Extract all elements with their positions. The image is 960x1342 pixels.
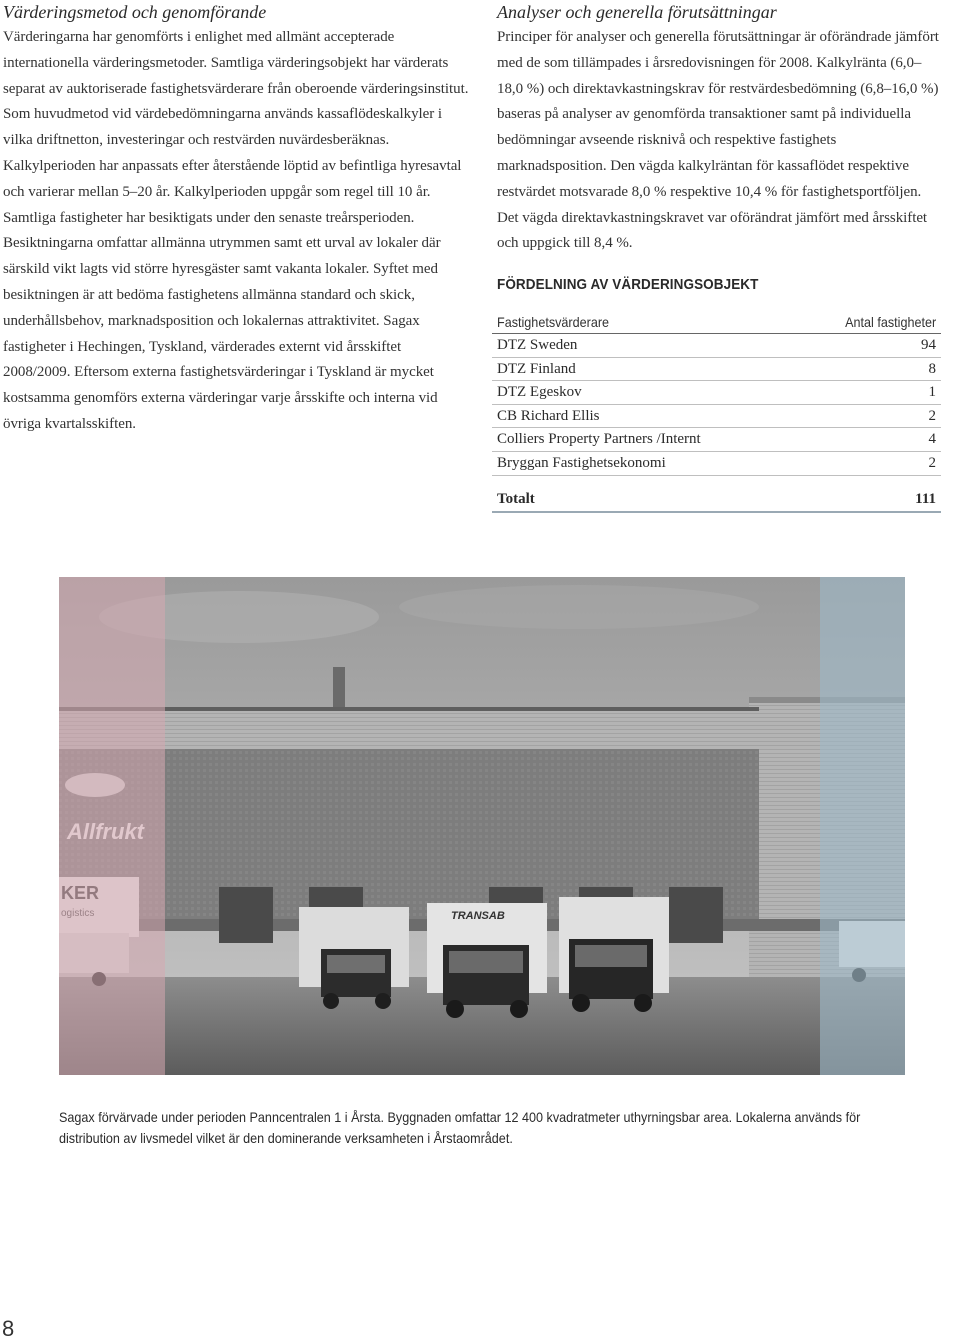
analyses-paragraph: Principer för analyser och generella förutsättningar är oförändrade jämfört med de som tillämpades i årsredovisningen för 2008. Kalkylränta (6,0–18,0 %) och direktavkastningskrav för restvärdesbedömning (6,8–16,0 %) baseras på analyser av genomförda transaktioner samt på individuella bedömningar avseende risknivå och respektive fastighets marknadsposition. Den vägda kalkylräntan för kassaflödet respektive restvärdet motsvarade 8,0 % respektive 10,4 % för fastighetsportföljen. Det vägda direktavkastningskravet var oförändrat jämfört med årsskiftet och uppgick till 8,4 %.	[497, 29, 939, 252]
section-title-analyses: Analyser och generella förutsättningar	[497, 2, 777, 22]
table-header-valuer: Fastighetsvärderare	[497, 314, 610, 330]
table-row	[492, 452, 941, 476]
svg-text:TRANSAB: TRANSAB	[451, 910, 505, 922]
total-label: Totalt	[497, 490, 535, 507]
row-count: 2	[928, 407, 936, 424]
row-valuer: DTZ Finland	[497, 360, 576, 377]
table-row	[492, 358, 941, 382]
row-valuer: CB Richard Ellis	[497, 407, 600, 424]
valuation-method-paragraph: Värderingarna har genomförts i enlighet med allmänt accepterade internationella värderingsmetoder. Samtliga värderingsobjekt har värderats separat av auktoriserade fastighetsvärderare från oberoende värderingsinstitut. Som huvudmetod vid värdebedömningarna används kassaflödeskalkyler i vilka driftnetton, investeringar och restvärden nuvärdesberäknas. Kalkylperioden har anpassats efter återstående löptid av befintliga hyresavtal och varierar mellan 5–20 år. Kalkylperioden uppgår som regel till 10 år. Samtliga fastigheter har besiktigats under den senaste treårsperioden. Besiktningarna omfattar allmänna utrymmen samt ett urval av lokaler där särskild vikt lagts vid större hyresgäster samt vakanta lokaler. Syftet med besiktningen är att bedöma fastighetens allmänna standard och skick, underhållsbehov, marknadsposition och lokalernas attraktivitet. Sagax fastigheter i Hechingen, Tyskland, värderades externt vid årsskiftet 2008/2009. Eftersom externa fastighetsvärderingar i Tyskland är mycket kostsamma genomförs externa värderingar varje årsskifte och interna vid övriga kvartalsskiften.	[3, 29, 469, 432]
row-valuer: DTZ Sweden	[497, 337, 578, 353]
left-column	[3, 0, 471, 438]
table-header-row	[492, 312, 941, 334]
row-count: 8	[928, 360, 936, 377]
right-column	[497, 0, 945, 507]
page-number: 8	[2, 1316, 15, 1341]
table-row	[492, 405, 941, 429]
table-header-count: Antal fastigheter	[844, 314, 936, 330]
accent-right-overlay	[820, 577, 905, 1075]
table-row	[492, 428, 941, 452]
truck-right	[559, 897, 669, 1012]
total-value: 111	[915, 490, 936, 507]
table-row	[492, 334, 941, 358]
table-row	[492, 381, 941, 405]
accent-left-overlay	[59, 577, 165, 1075]
row-valuer: Bryggan Fastighetsekonomi	[497, 454, 666, 471]
row-count: 1	[928, 384, 936, 401]
table-total-row	[492, 487, 941, 513]
row-valuer: DTZ Egeskov	[497, 384, 582, 401]
truck-middle	[427, 903, 547, 1018]
warehouse-photo	[59, 577, 905, 1075]
table-spacer	[492, 476, 941, 487]
section-title-valuation-method: Värderingsmetod och genomförande	[3, 2, 267, 22]
row-count: 4	[928, 431, 936, 448]
row-count: 2	[928, 454, 936, 471]
row-valuer: Colliers Property Partners /Internt	[497, 431, 701, 448]
row-count: 94	[921, 337, 936, 353]
photo-caption: Sagax förvärvade under perioden Panncentralen 1 i Årsta. Byggnaden omfattar 12 400 kvadratmeter uthyrningsbar area. Lokalerna används för distribution av livsmedel vilket är den dominerande verksamheten i Årstaområdet.	[59, 1109, 861, 1146]
table-heading: FÖRDELNING AV VÄRDERINGSOBJEKT	[497, 276, 759, 293]
valuers-table	[492, 312, 941, 513]
